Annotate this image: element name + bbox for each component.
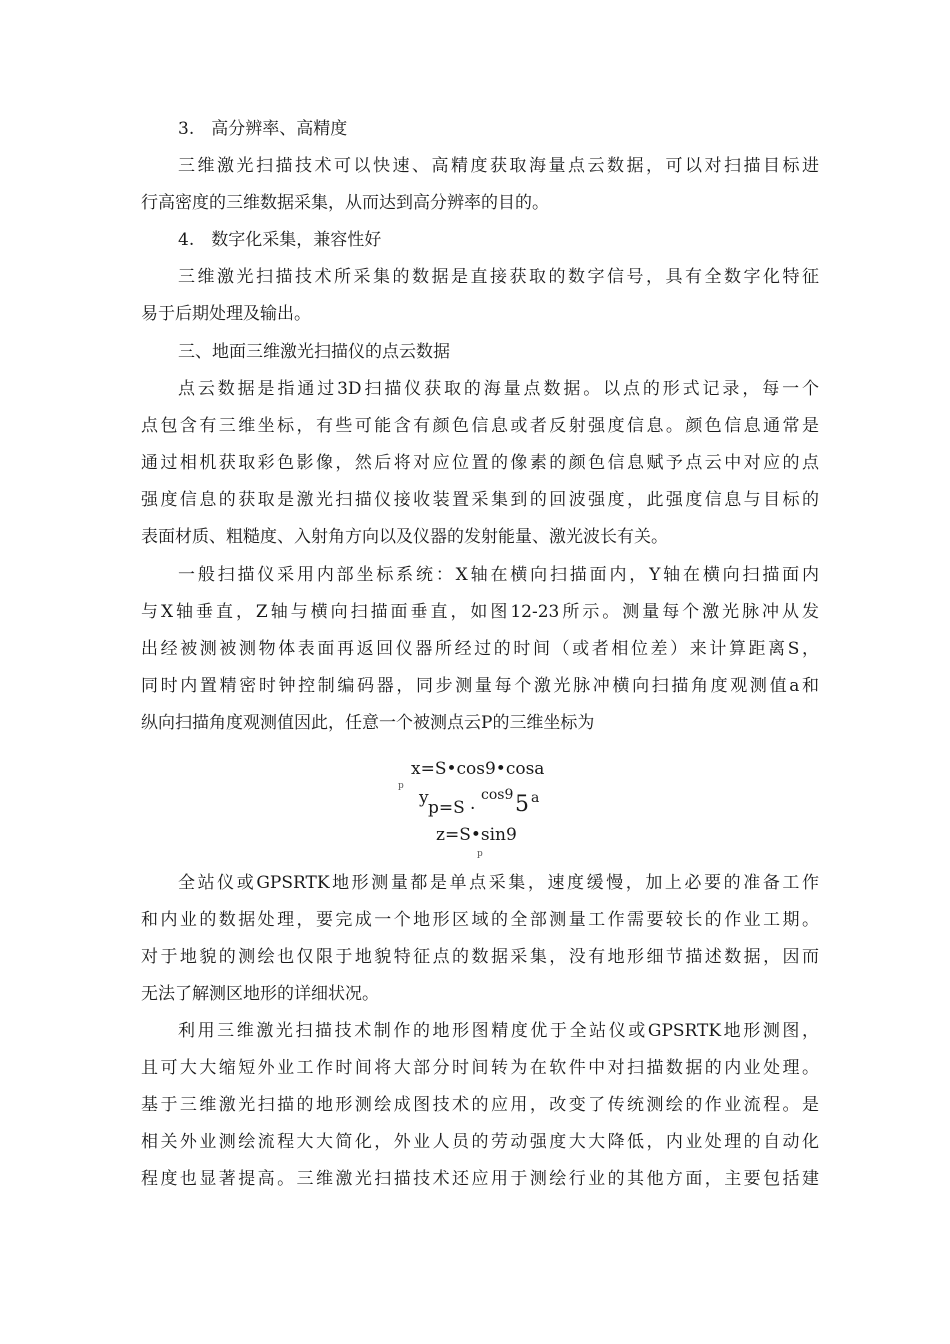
text-line: 点包含有三维坐标，有些可能含有颜色信息或者反射强度信息。颜色信息通常是 bbox=[141, 416, 819, 436]
formula-line-x: x=S•cos9•cosa bbox=[411, 759, 545, 779]
text-line: 且可大大缩短外业工作时间将大部分时间转为在软件中对扫描数据的内业处理。 bbox=[141, 1058, 819, 1078]
text-line: 一般扫描仪采用内部坐标系统：X轴在横向扫描面内，Y轴在横向扫描面内 bbox=[178, 565, 819, 585]
text-line: 与X轴垂直，Z轴与横向扫描面垂直，如图12-23所示。测量每个激光脉冲从发 bbox=[141, 602, 819, 622]
text-line: 纵向扫描角度观测值因此，任意一个被测点云P的三维坐标为 bbox=[141, 713, 595, 733]
text-line: 通过相机获取彩色影像，然后将对应位置的像素的颜色信息赋予点云中对应的点 bbox=[141, 453, 819, 473]
text-line: 同时内置精密时钟控制编码器，同步测量每个激光脉冲横向扫描角度观测值a和 bbox=[141, 676, 819, 696]
text-line: 易于后期处理及输出。 bbox=[141, 304, 311, 324]
text-line: 出经被测被测物体表面再返回仪器所经过的时间（或者相位差）来计算距离S， bbox=[141, 639, 819, 659]
text-line: 和内业的数据处理，要完成一个地形区域的全部测量工作需要较长的作业工期。 bbox=[141, 910, 819, 930]
text-line: 程度也显著提高。三维激光扫描技术还应用于测绘行业的其他方面，主要包括建 bbox=[141, 1169, 819, 1189]
text-line: 行高密度的三维数据采集，从而达到高分辨率的目的。 bbox=[141, 193, 549, 213]
text-line: 三、地面三维激光扫描仪的点云数据 bbox=[178, 342, 450, 362]
formula-line-z: z=S•sin9 bbox=[436, 825, 517, 845]
text-line: 三维激光扫描技术所采集的数据是直接获取的数字信号，具有全数字化特征 bbox=[178, 267, 819, 287]
text-line: 基于三维激光扫描的地形测绘成图技术的应用，改变了传统测绘的作业流程。是 bbox=[141, 1095, 819, 1115]
formula-subscript: p bbox=[477, 849, 483, 859]
formula-y: y bbox=[419, 788, 429, 808]
formula-subscript: p bbox=[398, 781, 404, 791]
text-line: 利用三维激光扫描技术制作的地形图精度优于全站仪或GPSRTK地形测图， bbox=[178, 1021, 819, 1041]
formula-cos: cos9 bbox=[481, 787, 514, 803]
formula-dot: · bbox=[470, 799, 476, 819]
formula-line-y: p=S bbox=[428, 798, 465, 818]
text-line: 全站仪或GPSRTK地形测量都是单点采集，速度缓慢，加上必要的准备工作 bbox=[178, 873, 819, 893]
text-line: 无法了解测区地形的详细状况。 bbox=[141, 984, 379, 1004]
text-line: 对于地貌的测绘也仅限于地貌特征点的数据采集，没有地形细节描述数据，因而 bbox=[141, 947, 819, 967]
text-line: 三维激光扫描技术可以快速、高精度获取海量点云数据，可以对扫描目标进 bbox=[178, 156, 819, 176]
text-line: 点云数据是指通过3D扫描仪获取的海量点数据。以点的形式记录，每一个 bbox=[178, 379, 819, 399]
text-line: 强度信息的获取是激光扫描仪接收装置采集到的回波强度，此强度信息与目标的 bbox=[141, 490, 819, 510]
formula-five: 5 bbox=[515, 792, 529, 817]
text-line: 相关外业测绘流程大大简化，外业人员的劳动强度大大降低，内业处理的自动化 bbox=[141, 1132, 819, 1152]
text-line: 3. 高分辨率、高精度 bbox=[178, 119, 348, 139]
text-line: 4. 数字化采集，兼容性好 bbox=[178, 230, 382, 250]
formula-a: a bbox=[531, 790, 540, 806]
text-line: 表面材质、粗糙度、入射角方向以及仪器的发射能量、激光波长有关。 bbox=[141, 527, 668, 547]
